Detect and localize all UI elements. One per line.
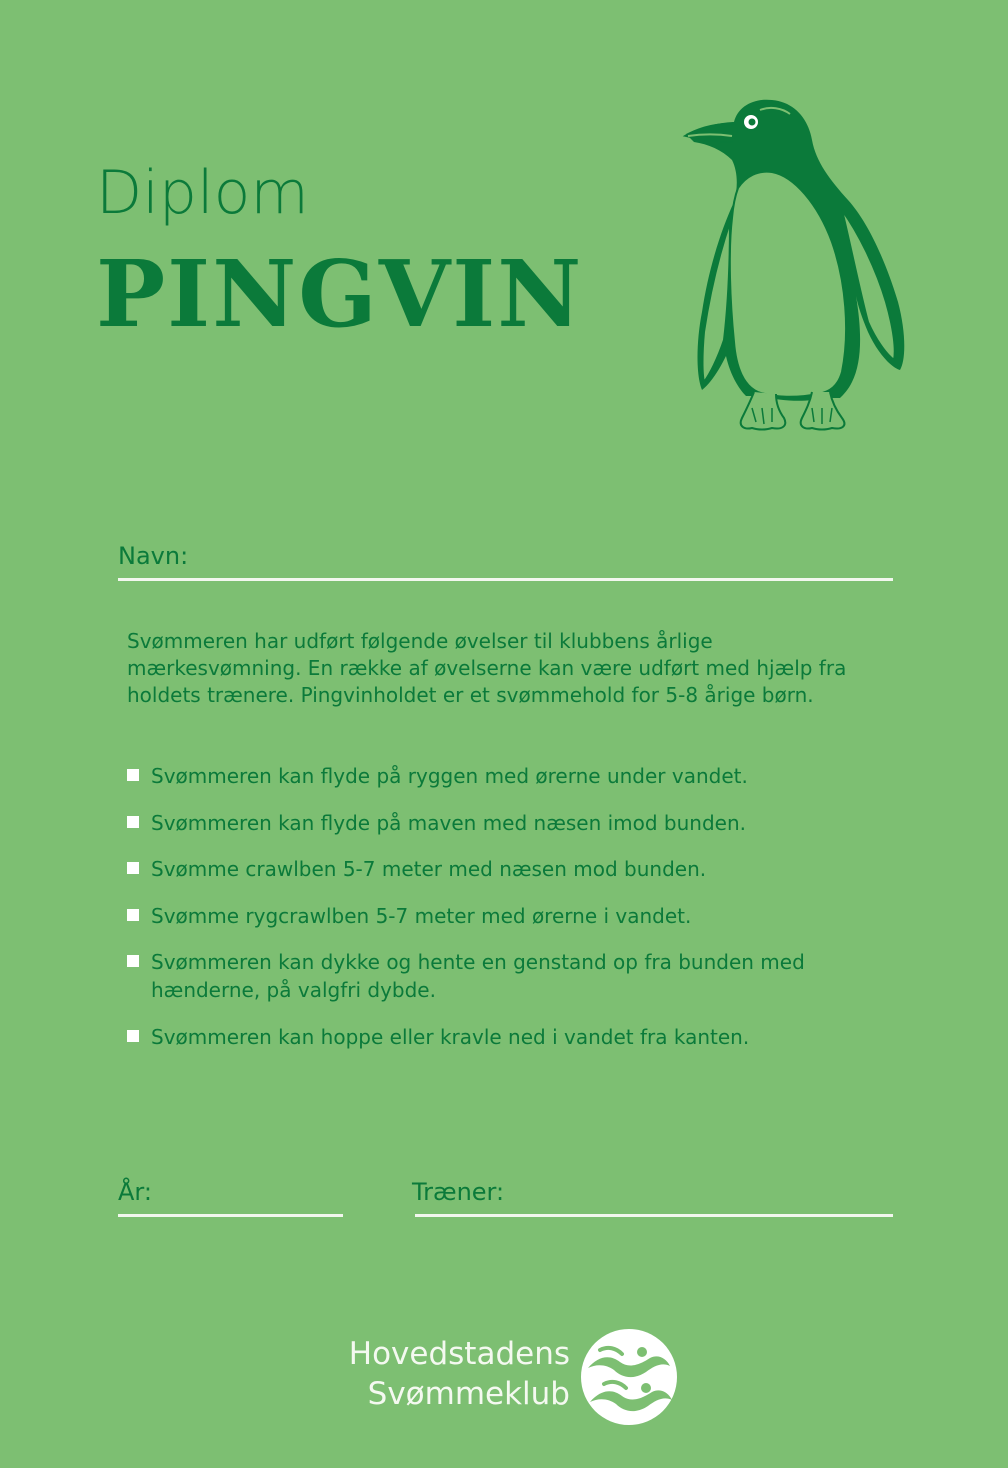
year-label: År: (118, 1178, 152, 1206)
exercise-checklist (126, 762, 846, 1069)
penguin-illustration (672, 92, 912, 440)
trainer-label: Træner: (412, 1178, 505, 1206)
year-line (118, 1214, 343, 1217)
checklist-item-text: Svømmeren kan flyde på ryggen med ørerne under vandet. (151, 764, 748, 788)
checklist-item-text: Svømmeren kan flyde på maven med næsen imod bunden. (151, 810, 747, 835)
trainer-field (412, 1176, 893, 1217)
checklist-item (126, 762, 846, 790)
checkbox-icon (127, 909, 139, 921)
club-logo-text (300, 1334, 570, 1414)
diplom-heading: Diplom (96, 158, 309, 228)
checklist-item-text: Svømme crawlben 5-7 meter med næsen mod bunden. (151, 857, 707, 881)
pingvin-title: PINGVIN (96, 240, 584, 348)
name-field (118, 540, 893, 581)
year-field (118, 1176, 343, 1217)
checklist-item (126, 948, 846, 1004)
checkbox-icon (127, 1030, 139, 1042)
checklist-item-text: Svømmeren kan dykke og hente en genstand op fra bunden med hænderne, på valgfri dybde. (151, 950, 805, 1002)
trainer-line (415, 1214, 893, 1217)
checklist-item (126, 1023, 846, 1051)
checklist-item (126, 902, 846, 930)
checkbox-icon (127, 955, 139, 967)
club-name-line1: Hovedstadens (348, 1336, 570, 1372)
checkbox-icon (127, 769, 139, 781)
checklist-item-text: Svømmeren kan hoppe eller kravle ned i vandet fra kanten. (151, 1024, 750, 1049)
checkbox-icon (127, 816, 139, 828)
club-name-line2: Svømmeklub (367, 1376, 570, 1412)
name-line (118, 578, 893, 581)
checklist-item (126, 809, 846, 837)
name-label: Navn: (118, 542, 189, 570)
swimmers-logo-icon (580, 1328, 678, 1426)
intro-text: Svømmeren har udført følgende øvelser til klubbens årlige mærkesvømning. En række af øvelserne kan være udført med hjælp fra holdets trænere. Pingvinholdet er et svømmehold for 5-8 årige børn. (127, 629, 847, 707)
checklist-item-text: Svømme rygcrawlben 5-7 meter med ørerne i vandet. (151, 903, 692, 928)
checkbox-icon (127, 862, 139, 874)
checklist-item (126, 855, 846, 883)
